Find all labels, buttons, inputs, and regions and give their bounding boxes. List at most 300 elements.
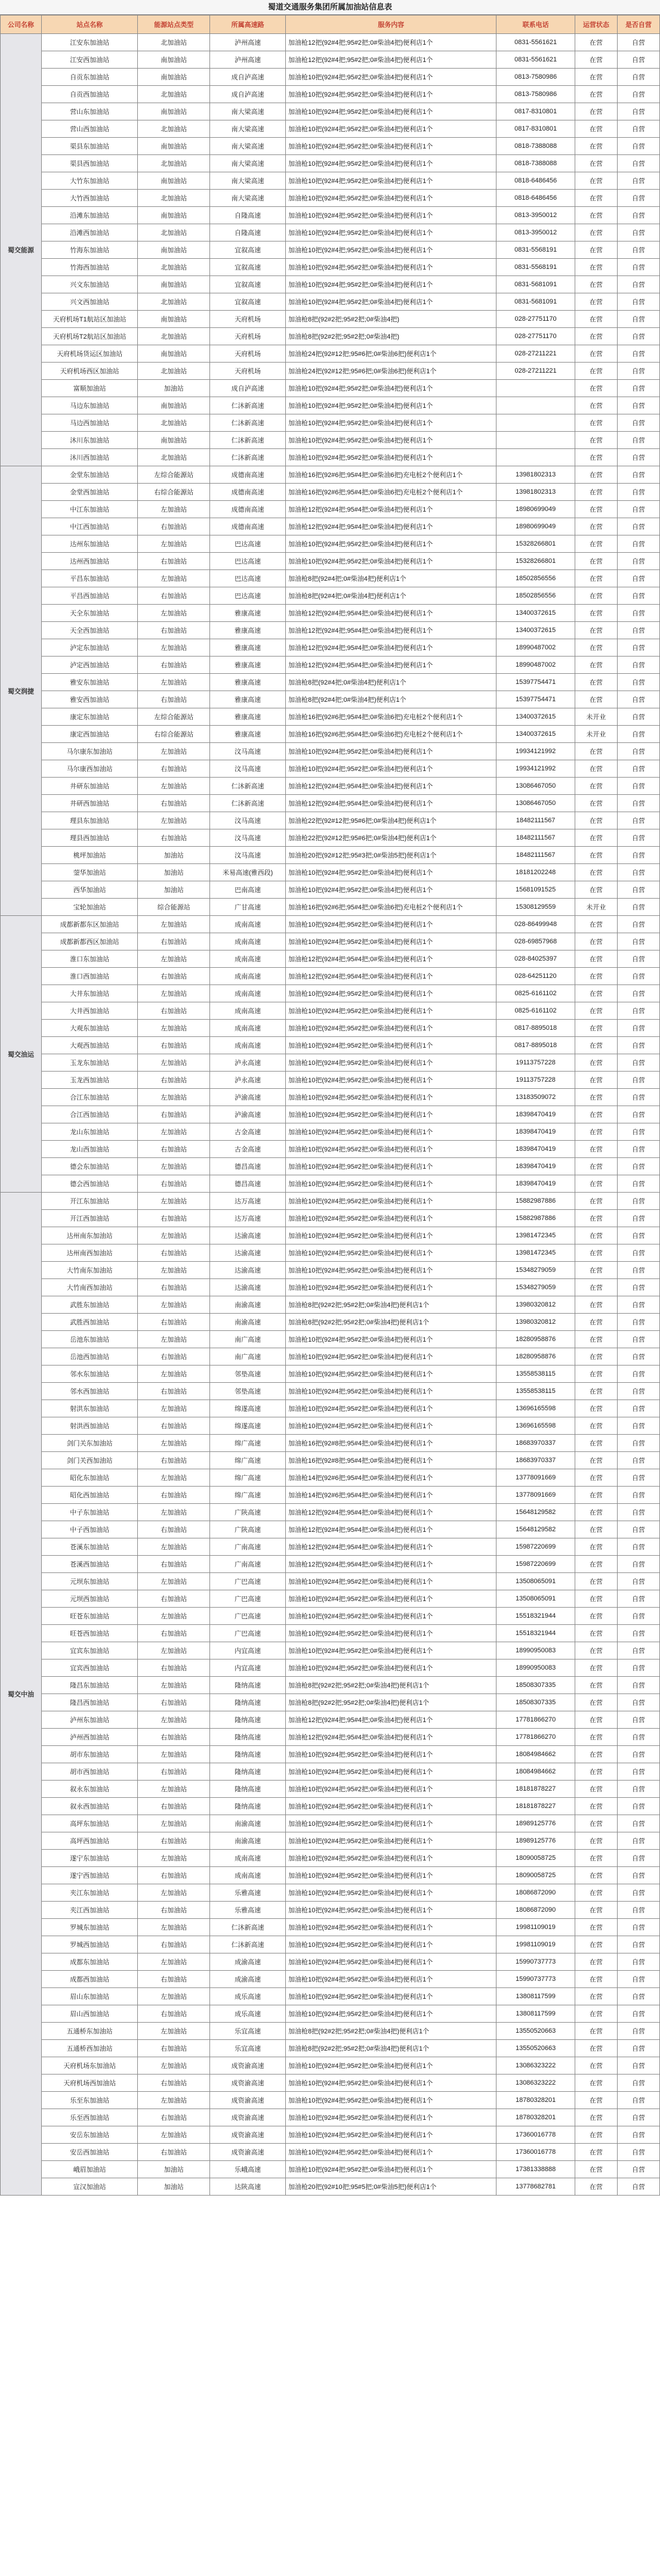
phone-cell: 18502856556	[496, 570, 575, 587]
self-run-cell: 自营	[617, 1746, 659, 1763]
status-cell: 在营	[575, 1538, 617, 1556]
self-run-cell: 自营	[617, 2144, 659, 2161]
phone-cell: 13808117599	[496, 1988, 575, 2005]
self-run-cell: 自营	[617, 553, 659, 570]
service-cell: 加油枪8把(92#2把;95#2把;0#柴油4把)便利店1个	[286, 1314, 496, 1331]
table-row	[1, 622, 660, 639]
station-type-cell: 右加油站	[138, 1002, 210, 1020]
status-cell: 在营	[575, 276, 617, 293]
service-cell: 加油枪10把(92#4把;95#2把;0#柴油4把)便利店1个	[286, 1193, 496, 1210]
highway-cell: 绵广高速	[210, 1435, 286, 1452]
status-cell: 在营	[575, 933, 617, 950]
station-type-cell: 右加油站	[138, 760, 210, 778]
status-cell: 在营	[575, 1504, 617, 1521]
service-cell: 加油枪10把(92#4把;95#2把;0#柴油4把)便利店1个	[286, 864, 496, 881]
station-type-cell: 北加油站	[138, 328, 210, 345]
station-type-cell: 南加油站	[138, 51, 210, 69]
station-type-cell: 右加油站	[138, 795, 210, 812]
self-run-cell: 自营	[617, 1763, 659, 1781]
highway-cell: 绵遂高速	[210, 1417, 286, 1435]
status-cell: 在营	[575, 1608, 617, 1625]
table-row	[1, 276, 660, 293]
status-cell: 在营	[575, 674, 617, 691]
highway-cell: 汶马高速	[210, 829, 286, 847]
self-run-cell: 自营	[617, 1002, 659, 1020]
station-name-cell: 沐川东加油站	[41, 432, 138, 449]
highway-cell: 达万高速	[210, 1210, 286, 1227]
station-name-cell: 兴文东加油站	[41, 276, 138, 293]
station-name-cell: 隆昌东加油站	[41, 1677, 138, 1694]
self-run-cell: 自营	[617, 1106, 659, 1123]
station-name-cell: 五通桥东加油站	[41, 2023, 138, 2040]
station-name-cell: 大竹西加油站	[41, 190, 138, 207]
service-cell: 加油枪10把(92#4把;95#2把;0#柴油4把)便利店1个	[286, 1106, 496, 1123]
table-row	[1, 881, 660, 899]
phone-cell: 17360016778	[496, 2126, 575, 2144]
station-name-cell: 昭化东加油站	[41, 1469, 138, 1487]
highway-cell: 成南高速	[210, 1850, 286, 1867]
status-cell: 在营	[575, 1158, 617, 1175]
self-run-cell: 自营	[617, 1089, 659, 1106]
phone-cell: 19113757228	[496, 1054, 575, 1072]
self-run-cell: 自营	[617, 1348, 659, 1366]
station-type-cell: 右加油站	[138, 1694, 210, 1711]
station-type-cell: 右加油站	[138, 518, 210, 535]
station-name-cell: 元坝东加油站	[41, 1573, 138, 1590]
header-row	[1, 16, 660, 34]
service-cell: 加油枪16把(92#8把;95#4把;0#柴油4把)便利店1个	[286, 1435, 496, 1452]
station-type-cell: 南加油站	[138, 345, 210, 363]
self-run-cell: 自营	[617, 778, 659, 795]
highway-cell: 南大梁高速	[210, 190, 286, 207]
self-run-cell: 自营	[617, 432, 659, 449]
station-type-cell: 左加油站	[138, 1815, 210, 1832]
highway-cell: 乐宜高速	[210, 2040, 286, 2057]
self-run-cell: 自营	[617, 1296, 659, 1314]
station-name-cell: 马尔康西加油站	[41, 760, 138, 778]
table-row	[1, 1141, 660, 1158]
service-cell: 加油枪10把(92#4把;95#2把;0#柴油4把)便利店1个	[286, 1210, 496, 1227]
status-cell: 在营	[575, 864, 617, 881]
highway-cell: 广陕高速	[210, 1504, 286, 1521]
table-row	[1, 605, 660, 622]
status-cell: 在营	[575, 345, 617, 363]
phone-cell: 18398470419	[496, 1141, 575, 1158]
header-status: 运营状态	[575, 16, 617, 34]
self-run-cell: 自营	[617, 933, 659, 950]
service-cell: 加油枪12把(92#4把;95#4把;0#柴油4把)便利店1个	[286, 518, 496, 535]
phone-cell: 0818-6486456	[496, 172, 575, 190]
highway-cell: 成渝高速	[210, 1971, 286, 1988]
self-run-cell: 自营	[617, 466, 659, 484]
station-name-cell: 合江西加油站	[41, 1106, 138, 1123]
status-cell: 在营	[575, 1002, 617, 1020]
highway-cell: 汶马高速	[210, 812, 286, 829]
station-name-cell: 天府机场东加油站	[41, 2057, 138, 2075]
service-cell: 加油枪10把(92#4把;95#2把;0#柴油4把)便利店1个	[286, 1815, 496, 1832]
phone-cell	[496, 432, 575, 449]
service-cell: 加油枪8把(92#4把;0#柴油4把)便利店1个	[286, 570, 496, 587]
service-cell: 加油枪10把(92#4把;95#2把;0#柴油4把)便利店1个	[286, 207, 496, 224]
table-row	[1, 1711, 660, 1729]
highway-cell: 仁沐新高速	[210, 414, 286, 432]
status-cell: 在营	[575, 1400, 617, 1417]
highway-cell: 成资渝高速	[210, 2126, 286, 2144]
station-type-cell: 左加油站	[138, 1538, 210, 1556]
table-row	[1, 1175, 660, 1193]
highway-cell: 成资渝高速	[210, 2057, 286, 2075]
station-name-cell: 龙山东加油站	[41, 1123, 138, 1141]
table-row	[1, 1314, 660, 1331]
station-type-cell: 左加油站	[138, 985, 210, 1002]
station-name-cell: 沿滩西加油站	[41, 224, 138, 242]
station-type-cell: 右加油站	[138, 933, 210, 950]
status-cell: 在营	[575, 605, 617, 622]
station-type-cell: 右加油站	[138, 1625, 210, 1642]
station-type-cell: 南加油站	[138, 242, 210, 259]
station-type-cell: 右加油站	[138, 1971, 210, 1988]
status-cell: 在营	[575, 1089, 617, 1106]
highway-cell: 达陕高速	[210, 2178, 286, 2196]
station-name-cell: 成都西加油站	[41, 1971, 138, 1988]
station-type-cell: 左加油站	[138, 2092, 210, 2109]
station-type-cell: 左加油站	[138, 1158, 210, 1175]
self-run-cell: 自营	[617, 1366, 659, 1383]
status-cell: 在营	[575, 1279, 617, 1296]
status-cell: 在营	[575, 293, 617, 311]
station-type-cell: 左加油站	[138, 916, 210, 933]
status-cell: 在营	[575, 570, 617, 587]
station-name-cell: 叙永东加油站	[41, 1781, 138, 1798]
service-cell: 加油枪10把(92#4把;95#2把;0#柴油4把)便利店1个	[286, 1348, 496, 1366]
station-type-cell: 北加油站	[138, 363, 210, 380]
highway-cell: 宜叙高速	[210, 242, 286, 259]
phone-cell: 15990737773	[496, 1953, 575, 1971]
service-cell: 加油枪10把(92#4把;95#2把;0#柴油4把)便利店1个	[286, 553, 496, 570]
phone-cell: 19934121992	[496, 760, 575, 778]
station-type-cell: 加油站	[138, 2161, 210, 2178]
station-name-cell: 剑门关西加油站	[41, 1452, 138, 1469]
station-name-cell: 中江西加油站	[41, 518, 138, 535]
station-type-cell: 左加油站	[138, 1400, 210, 1417]
highway-cell: 达渝高速	[210, 1244, 286, 1262]
table-row	[1, 1331, 660, 1348]
service-cell: 加油枪10把(92#4把;95#2把;0#柴油4把)便利店1个	[286, 743, 496, 760]
phone-cell: 028-69857968	[496, 933, 575, 950]
phone-cell: 0831-5681091	[496, 293, 575, 311]
self-run-cell: 自营	[617, 2109, 659, 2126]
station-name-cell: 乐至东加油站	[41, 2092, 138, 2109]
station-name-cell: 天府机场T1航站区加油站	[41, 311, 138, 328]
status-cell: 在营	[575, 1729, 617, 1746]
highway-cell: 仁沐新高速	[210, 397, 286, 414]
table-row	[1, 1435, 660, 1452]
service-cell: 加油枪10把(92#4把;95#2把;0#柴油4把)便利店1个	[286, 1175, 496, 1193]
station-type-cell: 右加油站	[138, 622, 210, 639]
station-name-cell: 马边东加油站	[41, 397, 138, 414]
highway-cell: 泸渝高速	[210, 1106, 286, 1123]
service-cell: 加油枪10把(92#4把;95#2把;0#柴油4把)便利店1个	[286, 1746, 496, 1763]
station-type-cell: 北加油站	[138, 86, 210, 103]
highway-cell: 邻垫高速	[210, 1366, 286, 1383]
phone-cell: 18398470419	[496, 1123, 575, 1141]
service-cell: 加油枪12把(92#4把;95#4把;0#柴油4把)便利店1个	[286, 950, 496, 968]
self-run-cell: 自营	[617, 2161, 659, 2178]
phone-cell: 13400372615	[496, 726, 575, 743]
phone-cell: 18280958876	[496, 1348, 575, 1366]
self-run-cell: 自营	[617, 726, 659, 743]
service-cell: 加油枪10把(92#4把;95#2把;0#柴油4把)便利店1个	[286, 2161, 496, 2178]
self-run-cell: 自营	[617, 1521, 659, 1538]
phone-cell: 028-84025397	[496, 950, 575, 968]
highway-cell: 成渝高速	[210, 1953, 286, 1971]
status-cell: 在营	[575, 1694, 617, 1711]
service-cell: 加油枪12把(92#4把;95#4把;0#柴油4把)便利店1个	[286, 1504, 496, 1521]
service-cell: 加油枪10把(92#4把;95#2把;0#柴油4把)便利店1个	[286, 293, 496, 311]
service-cell: 加油枪10把(92#4把;95#2把;0#柴油4把)便利店1个	[286, 1781, 496, 1798]
self-run-cell: 自营	[617, 2092, 659, 2109]
header-highway: 所属高速路	[210, 16, 286, 34]
self-run-cell: 自营	[617, 674, 659, 691]
phone-cell: 13980320812	[496, 1314, 575, 1331]
phone-cell: 13981802313	[496, 466, 575, 484]
status-cell: 在营	[575, 847, 617, 864]
self-run-cell: 自营	[617, 1729, 659, 1746]
station-name-cell: 泸定西加油站	[41, 657, 138, 674]
status-cell: 在营	[575, 1832, 617, 1850]
phone-cell: 15348279059	[496, 1262, 575, 1279]
table-row	[1, 1781, 660, 1798]
station-type-cell: 右加油站	[138, 1590, 210, 1608]
phone-cell: 028-27211221	[496, 363, 575, 380]
self-run-cell: 自营	[617, 708, 659, 726]
phone-cell: 15397754471	[496, 674, 575, 691]
phone-cell	[496, 397, 575, 414]
station-type-cell: 右加油站	[138, 1729, 210, 1746]
service-cell: 加油枪10把(92#4把;95#2把;0#柴油4把)便利店1个	[286, 1158, 496, 1175]
station-name-cell: 大竹南东加油站	[41, 1262, 138, 1279]
station-name-cell: 胡市东加油站	[41, 1746, 138, 1763]
phone-cell	[496, 449, 575, 466]
self-run-cell: 自营	[617, 1435, 659, 1452]
service-cell: 加油枪10把(92#4把;95#2把;0#柴油4把)便利店1个	[286, 2057, 496, 2075]
status-cell: 在营	[575, 1659, 617, 1677]
table-row	[1, 639, 660, 657]
station-type-cell: 综合能源站	[138, 899, 210, 916]
station-name-cell: 元坝西加油站	[41, 1590, 138, 1608]
table-row	[1, 760, 660, 778]
table-row	[1, 449, 660, 466]
table-row	[1, 1002, 660, 1020]
table-row	[1, 1867, 660, 1884]
service-cell: 加油枪10把(92#4把;95#2把;0#柴油4把)便利店1个	[286, 1884, 496, 1902]
highway-cell: 成南高速	[210, 1020, 286, 1037]
service-cell: 加油枪14把(92#6把;95#4把;0#柴油4把)便利店1个	[286, 1469, 496, 1487]
service-cell: 加油枪10把(92#4把;95#2把;0#柴油4把)便利店1个	[286, 1400, 496, 1417]
phone-cell: 15328266801	[496, 535, 575, 553]
company-name-cell: 蜀交油运	[1, 916, 42, 1193]
self-run-cell: 自营	[617, 2178, 659, 2196]
highway-cell: 南大梁高速	[210, 172, 286, 190]
status-cell: 在营	[575, 1262, 617, 1279]
highway-cell: 成乐高速	[210, 1988, 286, 2005]
table-row	[1, 51, 660, 69]
status-cell: 在营	[575, 242, 617, 259]
self-run-cell: 自营	[617, 276, 659, 293]
status-cell: 在营	[575, 1590, 617, 1608]
station-name-cell: 达州南西加油站	[41, 1244, 138, 1262]
station-name-cell: 天全西加油站	[41, 622, 138, 639]
table-row	[1, 674, 660, 691]
station-type-cell: 左加油站	[138, 605, 210, 622]
service-cell: 加油枪10把(92#4把;95#2把;0#柴油4把)便利店1个	[286, 242, 496, 259]
service-cell: 加油枪10把(92#4把;95#2把;0#柴油4把)便利店1个	[286, 1850, 496, 1867]
station-name-cell: 达州东加油站	[41, 535, 138, 553]
highway-cell: 隆纳高速	[210, 1694, 286, 1711]
highway-cell: 成资渝高速	[210, 2092, 286, 2109]
station-name-cell: 大井东加油站	[41, 985, 138, 1002]
table-row	[1, 1348, 660, 1366]
highway-cell: 雅康高速	[210, 622, 286, 639]
service-cell: 加油枪8把(92#2把;95#2把;0#柴油4把)便利店1个	[286, 1296, 496, 1314]
self-run-cell: 自营	[617, 51, 659, 69]
self-run-cell: 自营	[617, 207, 659, 224]
station-type-cell: 右加油站	[138, 2075, 210, 2092]
service-cell: 加油枪10把(92#4把;95#2把;0#柴油4把)便利店1个	[286, 1366, 496, 1383]
self-run-cell: 自营	[617, 535, 659, 553]
phone-cell: 0818-7388088	[496, 155, 575, 172]
station-type-cell: 右加油站	[138, 968, 210, 985]
status-cell: 在营	[575, 414, 617, 432]
status-cell: 在营	[575, 1919, 617, 1936]
station-name-cell: 营山西加油站	[41, 120, 138, 138]
self-run-cell: 自营	[617, 1781, 659, 1798]
station-name-cell: 乐至西加油站	[41, 2109, 138, 2126]
self-run-cell: 自营	[617, 587, 659, 605]
service-cell: 加油枪10把(92#4把;95#2把;0#柴油4把)便利店1个	[286, 1279, 496, 1296]
self-run-cell: 自营	[617, 1262, 659, 1279]
station-name-cell: 安岳东加油站	[41, 2126, 138, 2144]
station-type-cell: 左加油站	[138, 1435, 210, 1452]
phone-cell: 18482111567	[496, 812, 575, 829]
highway-cell: 成资渝高速	[210, 2144, 286, 2161]
station-type-cell: 左加油站	[138, 1262, 210, 1279]
station-type-cell: 右加油站	[138, 1902, 210, 1919]
phone-cell: 0831-5568191	[496, 242, 575, 259]
station-type-cell: 北加油站	[138, 449, 210, 466]
station-type-cell: 左加油站	[138, 570, 210, 587]
service-cell: 加油枪10把(92#4把;95#2把;0#柴油4把)便利店1个	[286, 1331, 496, 1348]
table-row	[1, 570, 660, 587]
service-cell: 加油枪22把(92#12把;95#6把;0#柴油4把)便利店1个	[286, 829, 496, 847]
self-run-cell: 自营	[617, 86, 659, 103]
phone-cell: 19934121992	[496, 743, 575, 760]
station-name-cell: 天府机场货运区加油站	[41, 345, 138, 363]
status-cell: 在营	[575, 311, 617, 328]
station-type-cell: 右加油站	[138, 1175, 210, 1193]
status-cell: 在营	[575, 1487, 617, 1504]
phone-cell: 0825-6161102	[496, 985, 575, 1002]
status-cell: 在营	[575, 743, 617, 760]
self-run-cell: 自营	[617, 1054, 659, 1072]
service-cell: 加油枪10把(92#4把;95#2把;0#柴油4把)便利店1个	[286, 1902, 496, 1919]
service-cell: 加油枪10把(92#4把;95#2把;0#柴油4把)便利店1个	[286, 2075, 496, 2092]
table-row	[1, 1556, 660, 1573]
self-run-cell: 自营	[617, 1988, 659, 2005]
station-type-cell: 右加油站	[138, 1210, 210, 1227]
service-cell: 加油枪10把(92#4把;95#2把;0#柴油4把)便利店1个	[286, 69, 496, 86]
station-type-cell: 左加油站	[138, 1988, 210, 2005]
self-run-cell: 自营	[617, 1608, 659, 1625]
station-type-cell: 右加油站	[138, 1521, 210, 1538]
table-row	[1, 553, 660, 570]
self-run-cell: 自营	[617, 69, 659, 86]
station-name-cell: 宜宾东加油站	[41, 1642, 138, 1659]
table-row	[1, 829, 660, 847]
service-cell: 加油枪22把(92#12把;95#6把;0#柴油4把)便利店1个	[286, 812, 496, 829]
highway-cell: 仁沐新高速	[210, 778, 286, 795]
station-type-cell: 左加油站	[138, 1123, 210, 1141]
status-cell: 在营	[575, 795, 617, 812]
phone-cell: 18398470419	[496, 1175, 575, 1193]
table-row	[1, 397, 660, 414]
service-cell: 加油枪12把(92#4把;95#4把;0#柴油4把)便利店1个	[286, 639, 496, 657]
station-name-cell: 剑门关东加油站	[41, 1435, 138, 1452]
self-run-cell: 自营	[617, 760, 659, 778]
station-type-cell: 右加油站	[138, 1487, 210, 1504]
station-name-cell: 天府机场西加油站	[41, 2075, 138, 2092]
table-row	[1, 466, 660, 484]
station-name-cell: 玉龙东加油站	[41, 1054, 138, 1072]
station-type-cell: 右加油站	[138, 1867, 210, 1884]
highway-cell: 绵广高速	[210, 1452, 286, 1469]
service-cell: 加油枪8把(92#4把;0#柴油4把)便利店1个	[286, 691, 496, 708]
self-run-cell: 自营	[617, 155, 659, 172]
service-cell: 加油枪8把(92#2把;95#2把;0#柴油4把)便利店1个	[286, 2023, 496, 2040]
status-cell: 在营	[575, 2075, 617, 2092]
station-type-cell: 左加油站	[138, 1020, 210, 1037]
highway-cell: 达渝高速	[210, 1262, 286, 1279]
service-cell: 加油枪10把(92#4把;95#2把;0#柴油4把)便利店1个	[286, 1763, 496, 1781]
status-cell: 在营	[575, 587, 617, 605]
station-type-cell: 左加油站	[138, 1296, 210, 1314]
status-cell: 在营	[575, 829, 617, 847]
station-name-cell: 康定西加油站	[41, 726, 138, 743]
service-cell: 加油枪12把(92#4把;95#4把;0#柴油4把)便利店1个	[286, 1521, 496, 1538]
station-name-cell: 渠县东加油站	[41, 138, 138, 155]
station-type-cell: 右加油站	[138, 587, 210, 605]
station-name-cell: 岳池西加油站	[41, 1348, 138, 1366]
station-type-cell: 右加油站	[138, 657, 210, 674]
station-name-cell: 邻水西加油站	[41, 1383, 138, 1400]
station-type-cell: 加油站	[138, 2178, 210, 2196]
phone-cell: 13508065091	[496, 1573, 575, 1590]
station-type-cell: 右加油站	[138, 2005, 210, 2023]
phone-cell: 0831-5568191	[496, 259, 575, 276]
phone-cell: 15348279059	[496, 1279, 575, 1296]
self-run-cell: 自营	[617, 1694, 659, 1711]
service-cell: 加油枪12把(92#4把;95#4把;0#柴油4把)便利店1个	[286, 605, 496, 622]
highway-cell: 达渝高速	[210, 1279, 286, 1296]
self-run-cell: 自营	[617, 570, 659, 587]
station-name-cell: 淮口西加油站	[41, 968, 138, 985]
self-run-cell: 自营	[617, 311, 659, 328]
station-type-cell: 右加油站	[138, 1832, 210, 1850]
highway-cell: 成南高速	[210, 1037, 286, 1054]
service-cell: 加油枪10把(92#4把;95#2把;0#柴油4把)便利店1个	[286, 1383, 496, 1400]
service-cell: 加油枪12把(92#4把;95#4把;0#柴油4把)便利店1个	[286, 1556, 496, 1573]
phone-cell: 028-27211221	[496, 345, 575, 363]
